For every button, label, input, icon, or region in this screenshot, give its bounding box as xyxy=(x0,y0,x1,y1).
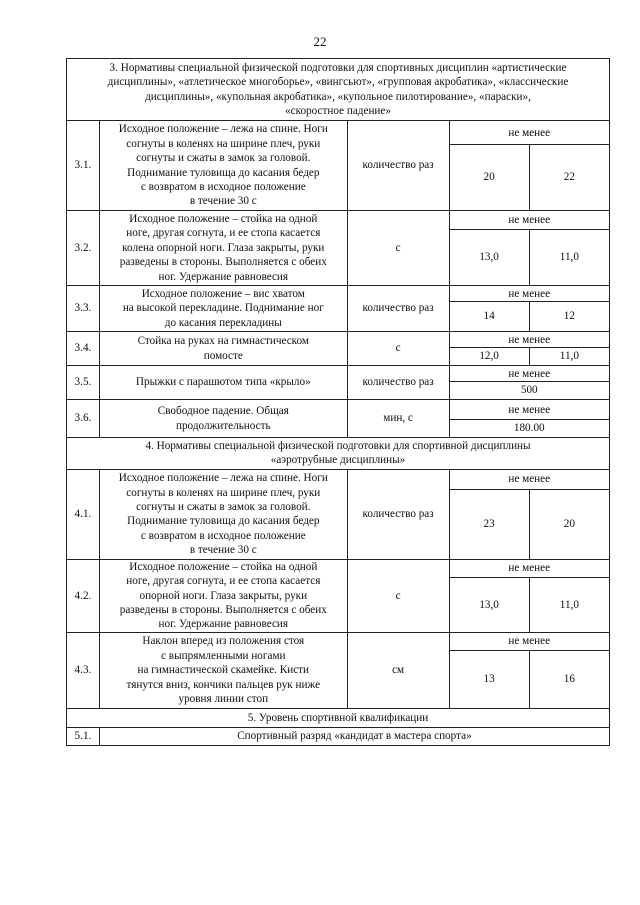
value-a: 12,0 xyxy=(449,348,529,366)
row-number: 3.1. xyxy=(67,121,100,211)
standards-table xyxy=(66,58,610,746)
row-number: 5.1. xyxy=(67,727,100,745)
table-row xyxy=(67,332,610,348)
value-a: 13,0 xyxy=(449,230,529,286)
exercise-description: Исходное положение – вис хватом на высокой перекладине. Поднимание ног до касания перекладины xyxy=(99,286,347,332)
value: 500 xyxy=(449,382,610,400)
value-a: 20 xyxy=(449,145,529,211)
exercise-description: Свободное падение. Общая продолжительность xyxy=(99,400,347,438)
exercise-description: Стойка на руках на гимнастическом помосте xyxy=(99,332,347,366)
page-number: 22 xyxy=(313,34,327,49)
exercise-description: Прыжки с парашютом типа «крыло» xyxy=(99,366,347,400)
qualifier: не менее xyxy=(449,559,610,577)
exercise-description: Исходное положение – стойка на одной ноге, другая согнута, и ее стопа касается колена опорной ноги. Глаза закрыты, руки разведены в стороны. Выполняется с обеих ног. Удержание равновесия xyxy=(99,211,347,286)
row-number: 4.2. xyxy=(67,559,100,632)
qualifier: не менее xyxy=(449,469,610,489)
unit: количество раз xyxy=(347,121,449,211)
section-header-row xyxy=(67,438,610,470)
unit: с xyxy=(347,211,449,286)
row-number: 4.1. xyxy=(67,469,100,559)
value-b: 16 xyxy=(529,650,609,708)
table-row xyxy=(67,121,610,145)
value-b: 11,0 xyxy=(529,230,609,286)
row-number: 3.4. xyxy=(67,332,100,366)
exercise-description: Исходное положение – лежа на спине. Ноги согнуты в коленях на ширине плеч, руки согнуты и сжаты в замок за головой. Поднимание туловища до касания бедер с возвратом в исходное положение в течение 30 с xyxy=(99,121,347,211)
section-header-row xyxy=(67,708,610,727)
qualifier: не менее xyxy=(449,332,610,348)
row-number: 3.6. xyxy=(67,400,100,438)
section-title: 3. Нормативы специальной физической подготовки для спортивных дисциплин «артистические дисциплины», «атлетическое многоборье», «вингсьют», «групповая акробатика», «классические дисциплины», «купольная акробатика», «купольное пилотирование», «параски», «скоростное падение» xyxy=(67,59,610,121)
exercise-description: Наклон вперед из положения стоя с выпрямленными ногами на гимнастической скамейке. Кисти тянутся вниз, кончики пальцев рук ниже уровня линии стоп xyxy=(99,632,347,708)
row-number: 3.2. xyxy=(67,211,100,286)
qualifier: не менее xyxy=(449,400,610,420)
value-b: 12 xyxy=(529,302,609,332)
row-number: 3.5. xyxy=(67,366,100,400)
value: 180.00 xyxy=(449,420,610,438)
unit: количество раз xyxy=(347,366,449,400)
value-a: 13 xyxy=(449,650,529,708)
value-a: 23 xyxy=(449,489,529,559)
value-b: 22 xyxy=(529,145,609,211)
unit: см xyxy=(347,632,449,708)
unit: мин, с xyxy=(347,400,449,438)
unit: с xyxy=(347,559,449,632)
table-row xyxy=(67,727,610,745)
exercise-description: Исходное положение – стойка на одной ноге, другая согнута, и ее стопа касается опорной ноги. Глаза закрыты, руки разведены в стороны. Выполняется с обеих ног. Удержание равновесия xyxy=(99,559,347,632)
unit: с xyxy=(347,332,449,366)
qualifier: не менее xyxy=(449,632,610,650)
qualifier: не менее xyxy=(449,121,610,145)
table-row xyxy=(67,286,610,302)
section-header-row xyxy=(67,59,610,121)
row-number: 4.3. xyxy=(67,632,100,708)
unit: количество раз xyxy=(347,469,449,559)
table-row xyxy=(67,632,610,650)
section-title: 5. Уровень спортивной квалификации xyxy=(67,708,610,727)
table-row xyxy=(67,211,610,230)
value-b: 20 xyxy=(529,489,609,559)
value-a: 14 xyxy=(449,302,529,332)
qualifier: не менее xyxy=(449,366,610,382)
table-row xyxy=(67,366,610,382)
exercise-description: Исходное положение – лежа на спине. Ноги согнуты в коленях на ширине плеч, руки согнуты и сжаты в замок за головой. Поднимание туловища до касания бедер с возвратом в исходное положение в течение 30 с xyxy=(99,469,347,559)
table-row xyxy=(67,559,610,577)
value-b: 11,0 xyxy=(529,348,609,366)
qualification-description: Спортивный разряд «кандидат в мастера спорта» xyxy=(99,727,609,745)
section-title: 4. Нормативы специальной физической подготовки для спортивной дисциплины «аэротрубные дисциплины» xyxy=(67,438,610,470)
unit: количество раз xyxy=(347,286,449,332)
value-b: 11,0 xyxy=(529,577,609,632)
qualifier: не менее xyxy=(449,211,610,230)
table-row xyxy=(67,400,610,420)
table-row xyxy=(67,469,610,489)
value-a: 13,0 xyxy=(449,577,529,632)
qualifier: не менее xyxy=(449,286,610,302)
row-number: 3.3. xyxy=(67,286,100,332)
